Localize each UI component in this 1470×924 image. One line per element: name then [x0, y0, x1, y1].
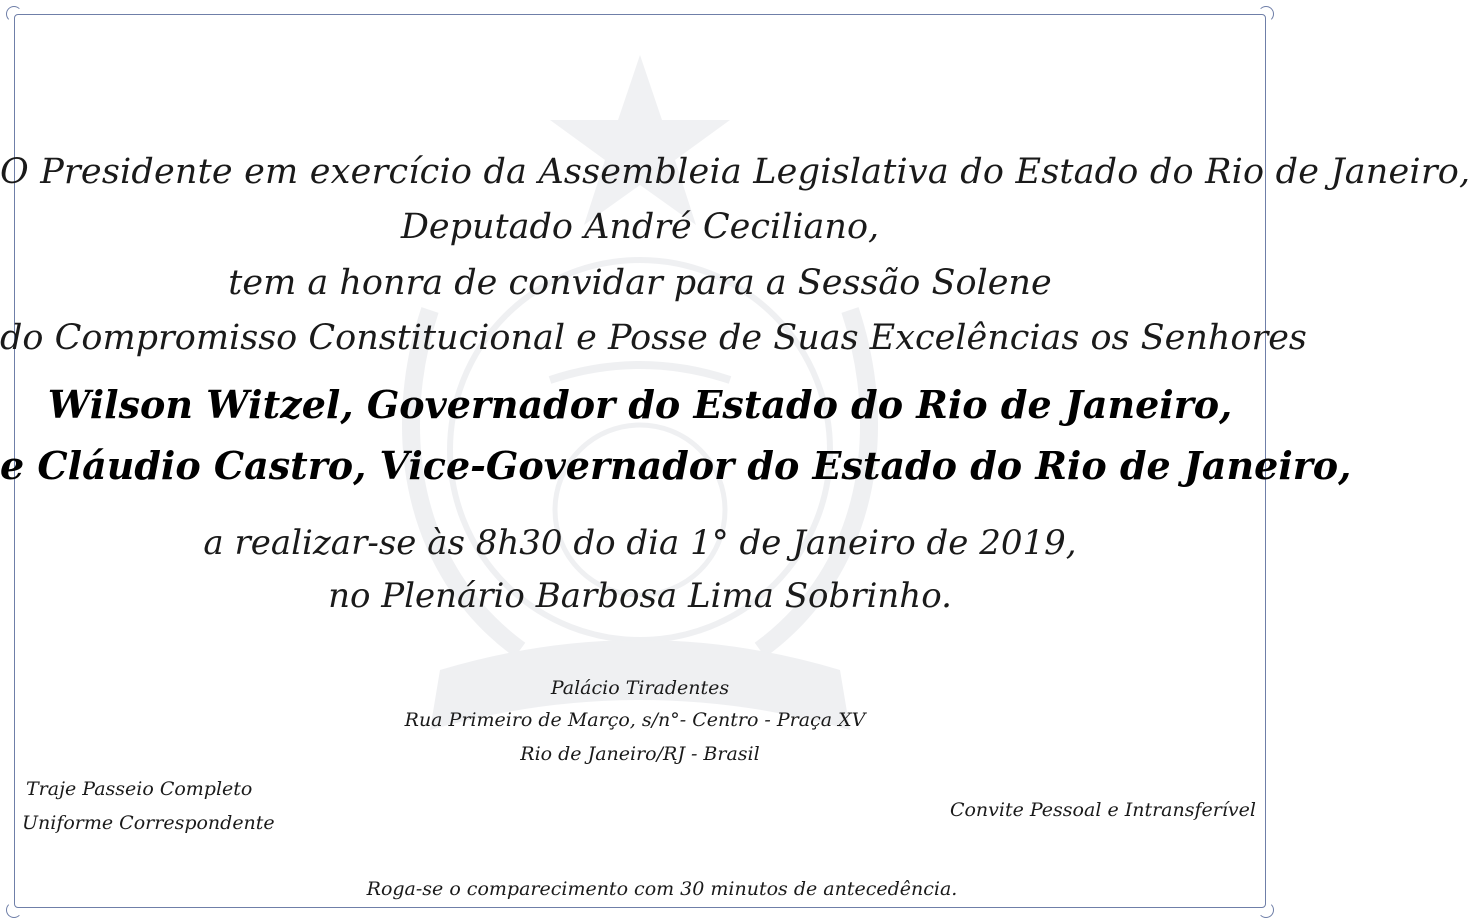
- corner-ornament: [1258, 6, 1274, 22]
- event-venue: no Plenário Barbosa Lima Sobrinho.: [328, 576, 952, 616]
- address-building: Palácio Tiradentes: [550, 677, 730, 699]
- honoree-vice-governor: e Cláudio Castro, Vice-Governador do Estado do Rio de Janeiro,: [0, 443, 1352, 488]
- ceremony-title: do Compromisso Constitucional e Posse de Suas Excelências os Senhores: [0, 318, 1307, 358]
- address-city: Rio de Janeiro/RJ - Brasil: [520, 743, 760, 765]
- invitation-phrase: tem a honra de convidar para a Sessão Solene: [228, 263, 1052, 303]
- corner-ornament: [1258, 902, 1274, 918]
- dress-code-line-2: Uniforme Correspondente: [22, 812, 275, 834]
- invitation-opening-line: O Presidente em exercício da Assembleia Legislativa do Estado do Rio de Janeiro,: [0, 152, 1470, 192]
- host-name: Deputado André Ceciliano,: [400, 207, 880, 247]
- invite-personal-note: Convite Pessoal e Intransferível: [949, 799, 1256, 821]
- dress-code-line-1: Traje Passeio Completo: [26, 778, 253, 800]
- arrival-request-note: Roga-se o comparecimento com 30 minutos de antecedência.: [366, 878, 958, 900]
- corner-ornament: [6, 6, 22, 22]
- address-street: Rua Primeiro de Março, s/n°- Centro - Praça XV: [404, 709, 866, 731]
- corner-ornament: [6, 902, 22, 918]
- honoree-governor: Wilson Witzel, Governador do Estado do Rio de Janeiro,: [47, 382, 1233, 427]
- event-date-time: a realizar-se às 8h30 do dia 1° de Janeiro de 2019,: [203, 523, 1077, 563]
